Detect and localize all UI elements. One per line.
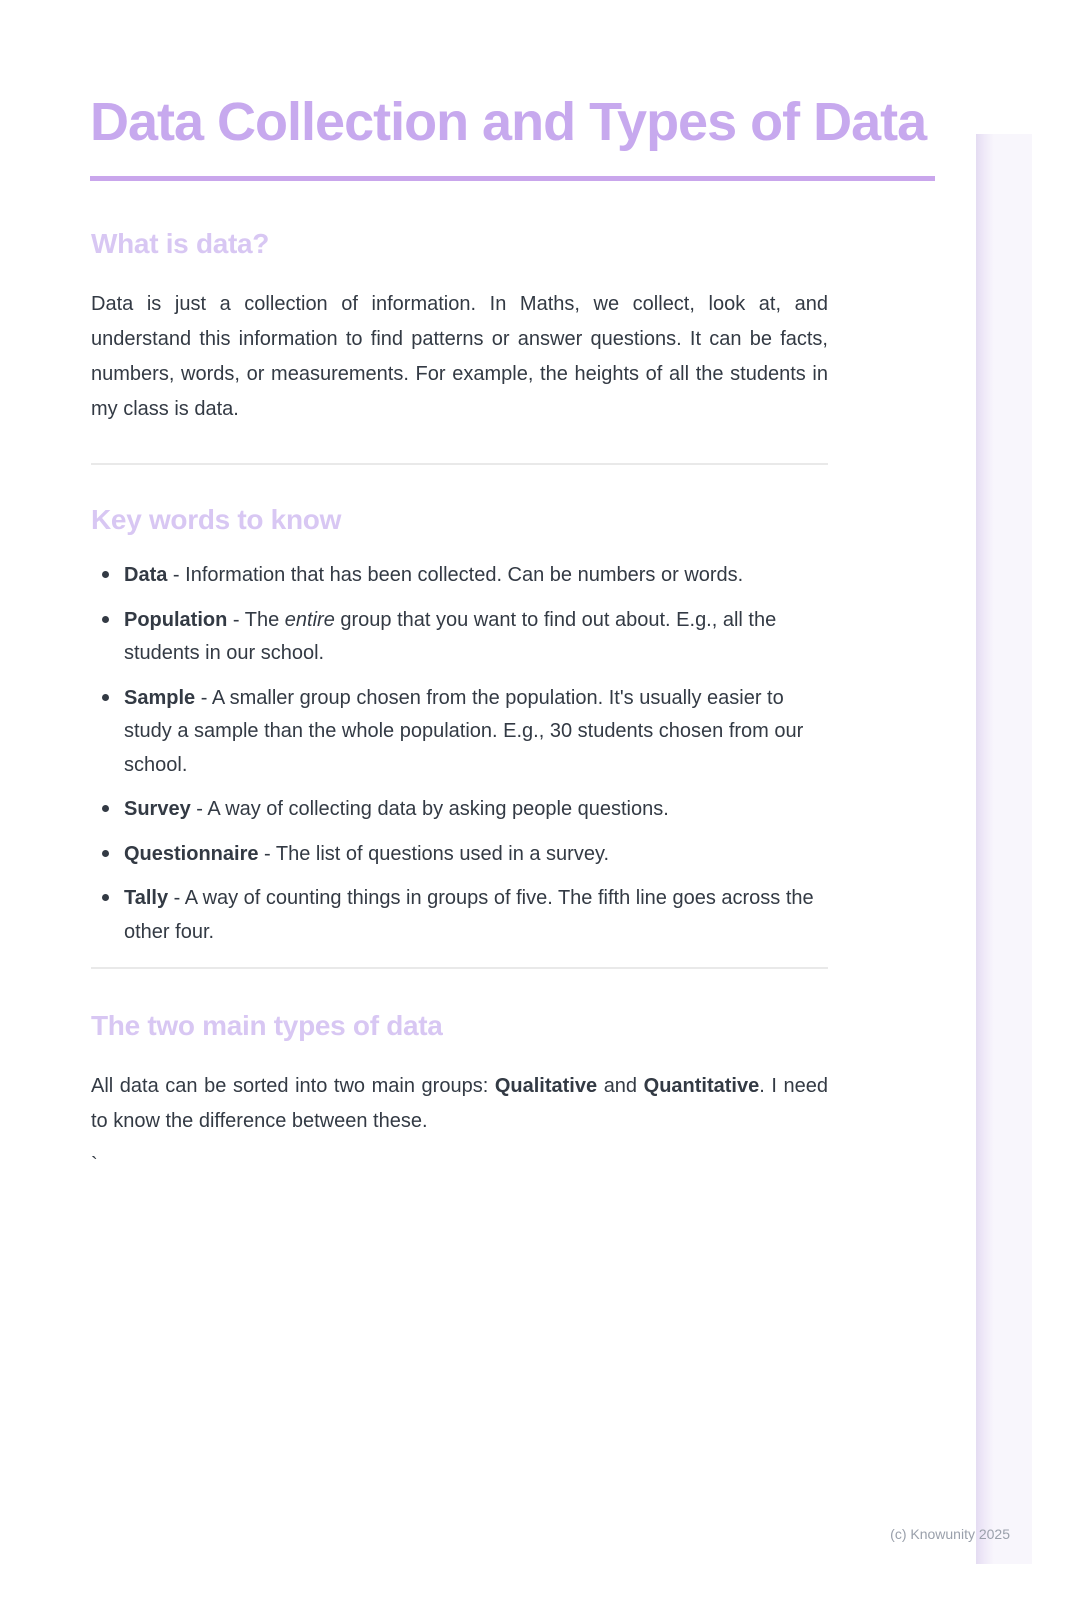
bullet-icon [102,805,109,812]
key-word-definition: group that you want to find out about. E.g., all the students in our school. [124,608,777,664]
stray-backtick-character: ` [91,1154,98,1176]
bullet-icon [102,571,109,578]
copyright-footer: (c) Knowunity 2025 [890,1526,1010,1542]
list-item-survey [91,793,828,827]
two-types-paragraph [91,1069,828,1139]
section-divider [91,463,828,465]
key-words-list [91,559,828,949]
list-item-population [91,604,828,671]
bullet-icon [102,850,109,857]
key-word-term: Survey [124,798,191,820]
section-heading-key-words: Key words to know [91,504,342,535]
key-word-term: Population [124,608,228,631]
key-word-definition: - A way of collecting data by asking people questions. [196,798,669,820]
paragraph-text: and [603,1075,638,1097]
bold-term-qualitative: Qualitative [494,1075,598,1097]
list-item-tally [91,882,828,949]
what-is-data-paragraph: Data is just a collection of information. In Maths, we collect, look at, and understand this information to find patterns or answer questions. It can be facts, numbers, words, or measurements. For example, the heights of all the students in my class is data. [91,293,828,420]
key-word-definition: - A smaller group chosen from the population. It's usually easier to study a sample than the whole population. E.g., 30 students chosen from our school. [124,686,804,776]
key-word-term: Tally [124,887,169,909]
bullet-icon [102,694,109,701]
section-heading-two-types: The two main types of data [91,1010,443,1041]
list-item-data [91,559,828,593]
paragraph-text: . I need to know the difference between these. [91,1075,828,1132]
bullet-icon [102,894,109,901]
section-divider [91,967,828,969]
key-word-definition: - The [232,608,280,631]
key-word-definition: - Information that has been collected. Can be numbers or words. [172,564,744,586]
next-page-edge-strip [976,134,1032,1564]
section-heading-what-is-data: What is data? [91,228,270,259]
page-title: Data Collection and Types of Data [90,92,927,152]
title-underline-rule [90,176,935,181]
list-item-sample [91,682,828,783]
bullet-icon [102,616,109,623]
key-word-term: Questionnaire [124,842,259,865]
key-word-definition: - A way of counting things in groups of five. The fifth line goes across the other four. [124,887,814,943]
key-word-definition: - The list of questions used in a survey. [264,842,610,865]
key-word-term: Sample [124,686,196,709]
bold-term-quantitative: Quantitative [643,1075,760,1097]
paragraph-text: All data can be sorted into two main groups: [91,1075,489,1097]
list-item-questionnaire [91,838,828,872]
key-word-italic: entire [284,608,335,631]
key-word-term: Data [124,564,168,586]
